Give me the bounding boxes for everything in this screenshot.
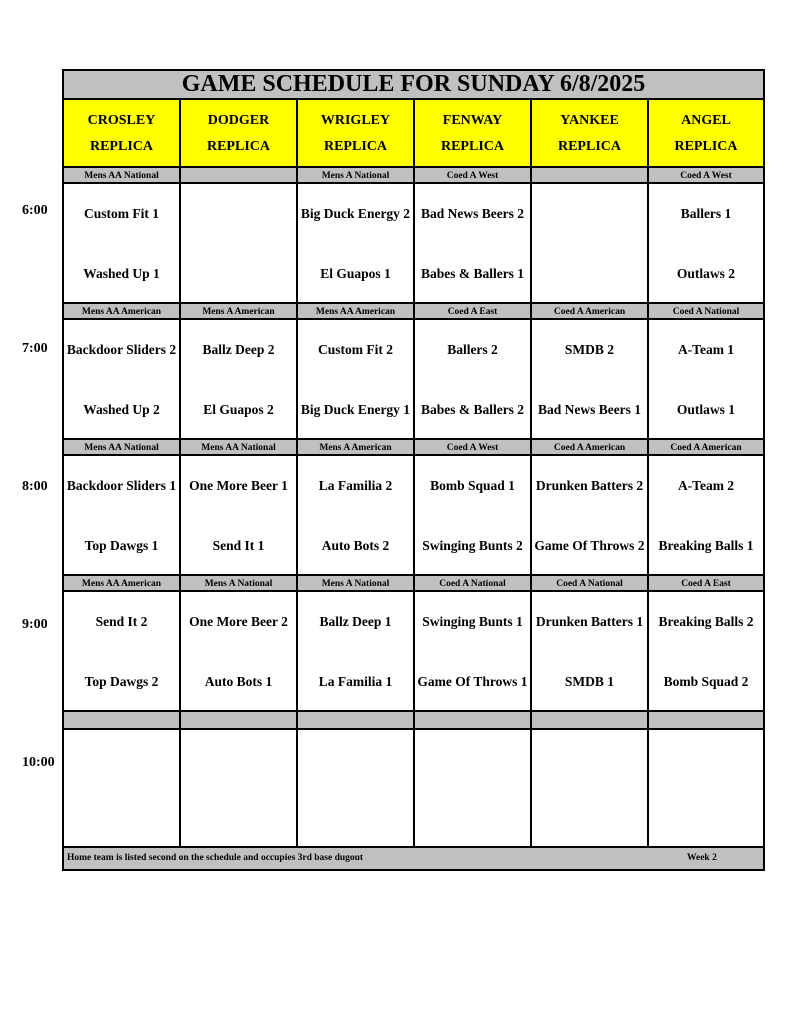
division-label: Coed A National <box>415 576 532 590</box>
away-team <box>651 193 761 233</box>
field-header-crosley <box>64 100 181 166</box>
away-team <box>417 601 528 641</box>
games-row <box>64 320 763 440</box>
division-label <box>532 168 649 182</box>
home-team-name: Outlaws 2 <box>676 265 736 281</box>
game-cell <box>298 184 415 302</box>
game-cell <box>64 592 181 710</box>
home-team-name: Game Of Throws 2 <box>534 537 645 553</box>
late-slot-row <box>64 730 763 848</box>
home-team <box>651 253 761 293</box>
games-row <box>64 184 763 304</box>
division-label: Mens A National <box>298 576 415 590</box>
spacer-row <box>64 712 763 730</box>
field-name: CROSLEY <box>87 113 156 128</box>
game-cell <box>181 592 298 710</box>
away-team-name: Breaking Balls 2 <box>658 613 754 629</box>
away-team <box>534 465 645 505</box>
division-label: Coed A West <box>649 168 763 182</box>
home-team-name: Auto Bots 1 <box>204 673 273 689</box>
home-team <box>66 389 177 429</box>
field-header-row <box>64 100 763 168</box>
empty-game-cell <box>649 730 763 846</box>
division-label: Mens AA American <box>64 576 181 590</box>
division-label: Coed A American <box>532 440 649 454</box>
game-cell <box>649 592 763 710</box>
home-team <box>417 525 528 565</box>
field-header-dodger <box>181 100 298 166</box>
spacer-cell <box>415 712 532 728</box>
away-team-name: Backdoor Sliders 2 <box>66 341 177 357</box>
field-header-fenway <box>415 100 532 166</box>
away-team-name: A-Team 1 <box>677 341 735 357</box>
division-row <box>64 304 763 320</box>
division-label: Mens AA National <box>64 168 181 182</box>
away-team <box>534 193 645 233</box>
away-team-name: Bad News Beers 2 <box>420 205 525 221</box>
game-cell <box>298 320 415 438</box>
away-team <box>417 193 528 233</box>
away-team <box>183 193 294 233</box>
away-team <box>534 329 645 369</box>
home-team <box>534 253 645 293</box>
schedule-table <box>62 69 765 871</box>
home-team <box>417 661 528 701</box>
away-team <box>651 329 761 369</box>
game-cell <box>415 456 532 574</box>
field-header-yankee <box>532 100 649 166</box>
home-team <box>66 525 177 565</box>
game-cell <box>415 320 532 438</box>
home-team-name: Babes & Ballers 1 <box>420 265 525 281</box>
game-cell <box>181 320 298 438</box>
home-team-name: Bad News Beers 1 <box>537 401 642 417</box>
game-cell <box>532 592 649 710</box>
home-team-name: Babes & Ballers 2 <box>420 401 525 417</box>
away-team <box>651 465 761 505</box>
field-sub: REPLICA <box>440 139 504 154</box>
spacer-cell <box>298 712 415 728</box>
away-team-name: Big Duck Energy 2 <box>300 205 411 221</box>
division-label <box>181 168 298 182</box>
field-name: YANKEE <box>560 113 619 128</box>
time-label: 7:00 <box>22 341 48 356</box>
away-team <box>183 465 294 505</box>
away-team-name: Swinging Bunts 1 <box>422 613 523 629</box>
home-team <box>300 525 411 565</box>
away-team <box>300 193 411 233</box>
home-team <box>651 525 761 565</box>
home-team-name: Outlaws 1 <box>676 401 736 417</box>
home-team <box>300 389 411 429</box>
home-team-name: Washed Up 1 <box>83 265 160 281</box>
away-team <box>300 465 411 505</box>
field-name: FENWAY <box>442 113 503 128</box>
away-team <box>300 329 411 369</box>
away-team-name: Drunken Batters 2 <box>535 477 644 493</box>
division-label: Coed A National <box>649 304 763 318</box>
game-cell <box>64 184 181 302</box>
away-team-name: Ballers 1 <box>680 205 732 221</box>
home-team <box>534 389 645 429</box>
games-row <box>64 456 763 576</box>
division-label: Mens AA National <box>181 440 298 454</box>
home-team <box>66 661 177 701</box>
away-team-name: Bomb Squad 1 <box>430 477 515 493</box>
division-label: Coed A American <box>649 440 763 454</box>
home-team-name: El Guapos 2 <box>203 401 274 417</box>
division-label: Mens AA American <box>64 304 181 318</box>
empty-game-cell <box>532 730 649 846</box>
division-label: Mens AA American <box>298 304 415 318</box>
division-label: Mens A National <box>298 168 415 182</box>
game-cell <box>649 320 763 438</box>
game-cell <box>532 184 649 302</box>
away-team-name: Ballers 2 <box>447 341 498 357</box>
home-team <box>300 253 411 293</box>
spacer-cell <box>64 712 181 728</box>
home-team-name: Game Of Throws 1 <box>417 673 528 689</box>
division-label: Mens A National <box>181 576 298 590</box>
away-team-name: Send It 2 <box>95 613 148 629</box>
division-label: Coed A East <box>415 304 532 318</box>
game-cell <box>532 456 649 574</box>
away-team <box>651 601 761 641</box>
time-label: 10:00 <box>22 755 55 770</box>
division-label: Mens AA National <box>64 440 181 454</box>
home-team <box>651 389 761 429</box>
game-cell <box>415 592 532 710</box>
home-team-name: El Guapos 1 <box>320 265 391 281</box>
games-row <box>64 592 763 712</box>
home-team <box>417 389 528 429</box>
away-team-name: Backdoor Sliders 1 <box>66 477 177 493</box>
field-sub: REPLICA <box>557 139 621 154</box>
away-team <box>66 465 177 505</box>
spacer-cell <box>181 712 298 728</box>
away-team <box>417 465 528 505</box>
division-row <box>64 440 763 456</box>
home-team <box>534 661 645 701</box>
home-team <box>183 389 294 429</box>
home-team <box>300 661 411 701</box>
game-cell <box>181 456 298 574</box>
division-label: Coed A East <box>649 576 763 590</box>
spacer-cell <box>532 712 649 728</box>
away-team <box>183 329 294 369</box>
field-header-wrigley <box>298 100 415 166</box>
spacer-cell <box>649 712 763 728</box>
field-sub: REPLICA <box>674 139 738 154</box>
away-team-name: Ballz Deep 1 <box>319 613 392 629</box>
away-team-name: Custom Fit 2 <box>318 341 393 357</box>
away-team-name: Custom Fit 1 <box>84 205 159 221</box>
home-team <box>183 253 294 293</box>
time-label: 9:00 <box>22 617 48 632</box>
division-label: Mens A American <box>181 304 298 318</box>
week-label: Week 2 <box>687 853 717 863</box>
home-team-name: Bomb Squad 2 <box>663 673 749 689</box>
home-team-name: Washed Up 2 <box>83 401 160 417</box>
field-name: WRIGLEY <box>320 113 391 128</box>
game-cell <box>532 320 649 438</box>
game-cell <box>649 456 763 574</box>
home-team-name: SMDB 1 <box>564 673 615 689</box>
time-label: 8:00 <box>22 479 48 494</box>
division-label: Coed A National <box>532 576 649 590</box>
game-cell <box>649 184 763 302</box>
home-team-name: Swinging Bunts 2 <box>422 537 523 553</box>
away-team <box>183 601 294 641</box>
away-team-name: One More Beer 2 <box>189 613 288 629</box>
away-team-name: Ballz Deep 2 <box>202 341 275 357</box>
home-team-name: Auto Bots 2 <box>321 537 390 553</box>
division-label: Coed A West <box>415 168 532 182</box>
away-team-name: A-Team 2 <box>677 477 735 493</box>
field-name: DODGER <box>207 113 270 128</box>
empty-game-cell <box>181 730 298 846</box>
division-row <box>64 168 763 184</box>
division-label: Coed A West <box>415 440 532 454</box>
empty-game-cell <box>64 730 181 846</box>
home-team-name: La Familia 1 <box>318 673 393 689</box>
away-team <box>417 329 528 369</box>
home-team-name: Breaking Balls 1 <box>658 537 754 553</box>
home-team <box>66 253 177 293</box>
away-team <box>300 601 411 641</box>
home-team-name: Top Dawgs 1 <box>84 537 159 553</box>
home-team-name: Send It 1 <box>212 537 265 553</box>
home-team-note: Home team is listed second on the schedule and occupies 3rd base dugout <box>67 853 364 863</box>
field-sub: REPLICA <box>323 139 387 154</box>
home-team-name: Top Dawgs 2 <box>84 673 159 689</box>
empty-game-cell <box>415 730 532 846</box>
home-team <box>534 525 645 565</box>
field-sub: REPLICA <box>89 139 153 154</box>
division-label: Coed A American <box>532 304 649 318</box>
home-team <box>417 253 528 293</box>
field-name: ANGEL <box>681 113 731 128</box>
time-label: 6:00 <box>22 203 48 218</box>
empty-game-cell <box>298 730 415 846</box>
home-team <box>183 661 294 701</box>
division-label: Mens A American <box>298 440 415 454</box>
away-team-name: La Familia 2 <box>318 477 393 493</box>
time-slots <box>64 168 763 712</box>
field-sub: REPLICA <box>206 139 270 154</box>
home-team-name: Big Duck Energy 1 <box>300 401 411 417</box>
schedule-footer <box>64 848 763 869</box>
field-header-angel <box>649 100 763 166</box>
away-team-name: One More Beer 1 <box>189 477 288 493</box>
away-team <box>66 601 177 641</box>
home-team <box>183 525 294 565</box>
home-team <box>651 661 761 701</box>
game-cell <box>415 184 532 302</box>
away-team-name: Drunken Batters 1 <box>535 613 644 629</box>
away-team <box>66 193 177 233</box>
game-cell <box>298 456 415 574</box>
game-cell <box>64 456 181 574</box>
division-row <box>64 576 763 592</box>
game-cell <box>181 184 298 302</box>
game-cell <box>298 592 415 710</box>
schedule-title: GAME SCHEDULE FOR SUNDAY 6/8/2025 <box>64 71 763 100</box>
away-team <box>534 601 645 641</box>
game-cell <box>64 320 181 438</box>
away-team <box>66 329 177 369</box>
away-team-name: SMDB 2 <box>564 341 615 357</box>
